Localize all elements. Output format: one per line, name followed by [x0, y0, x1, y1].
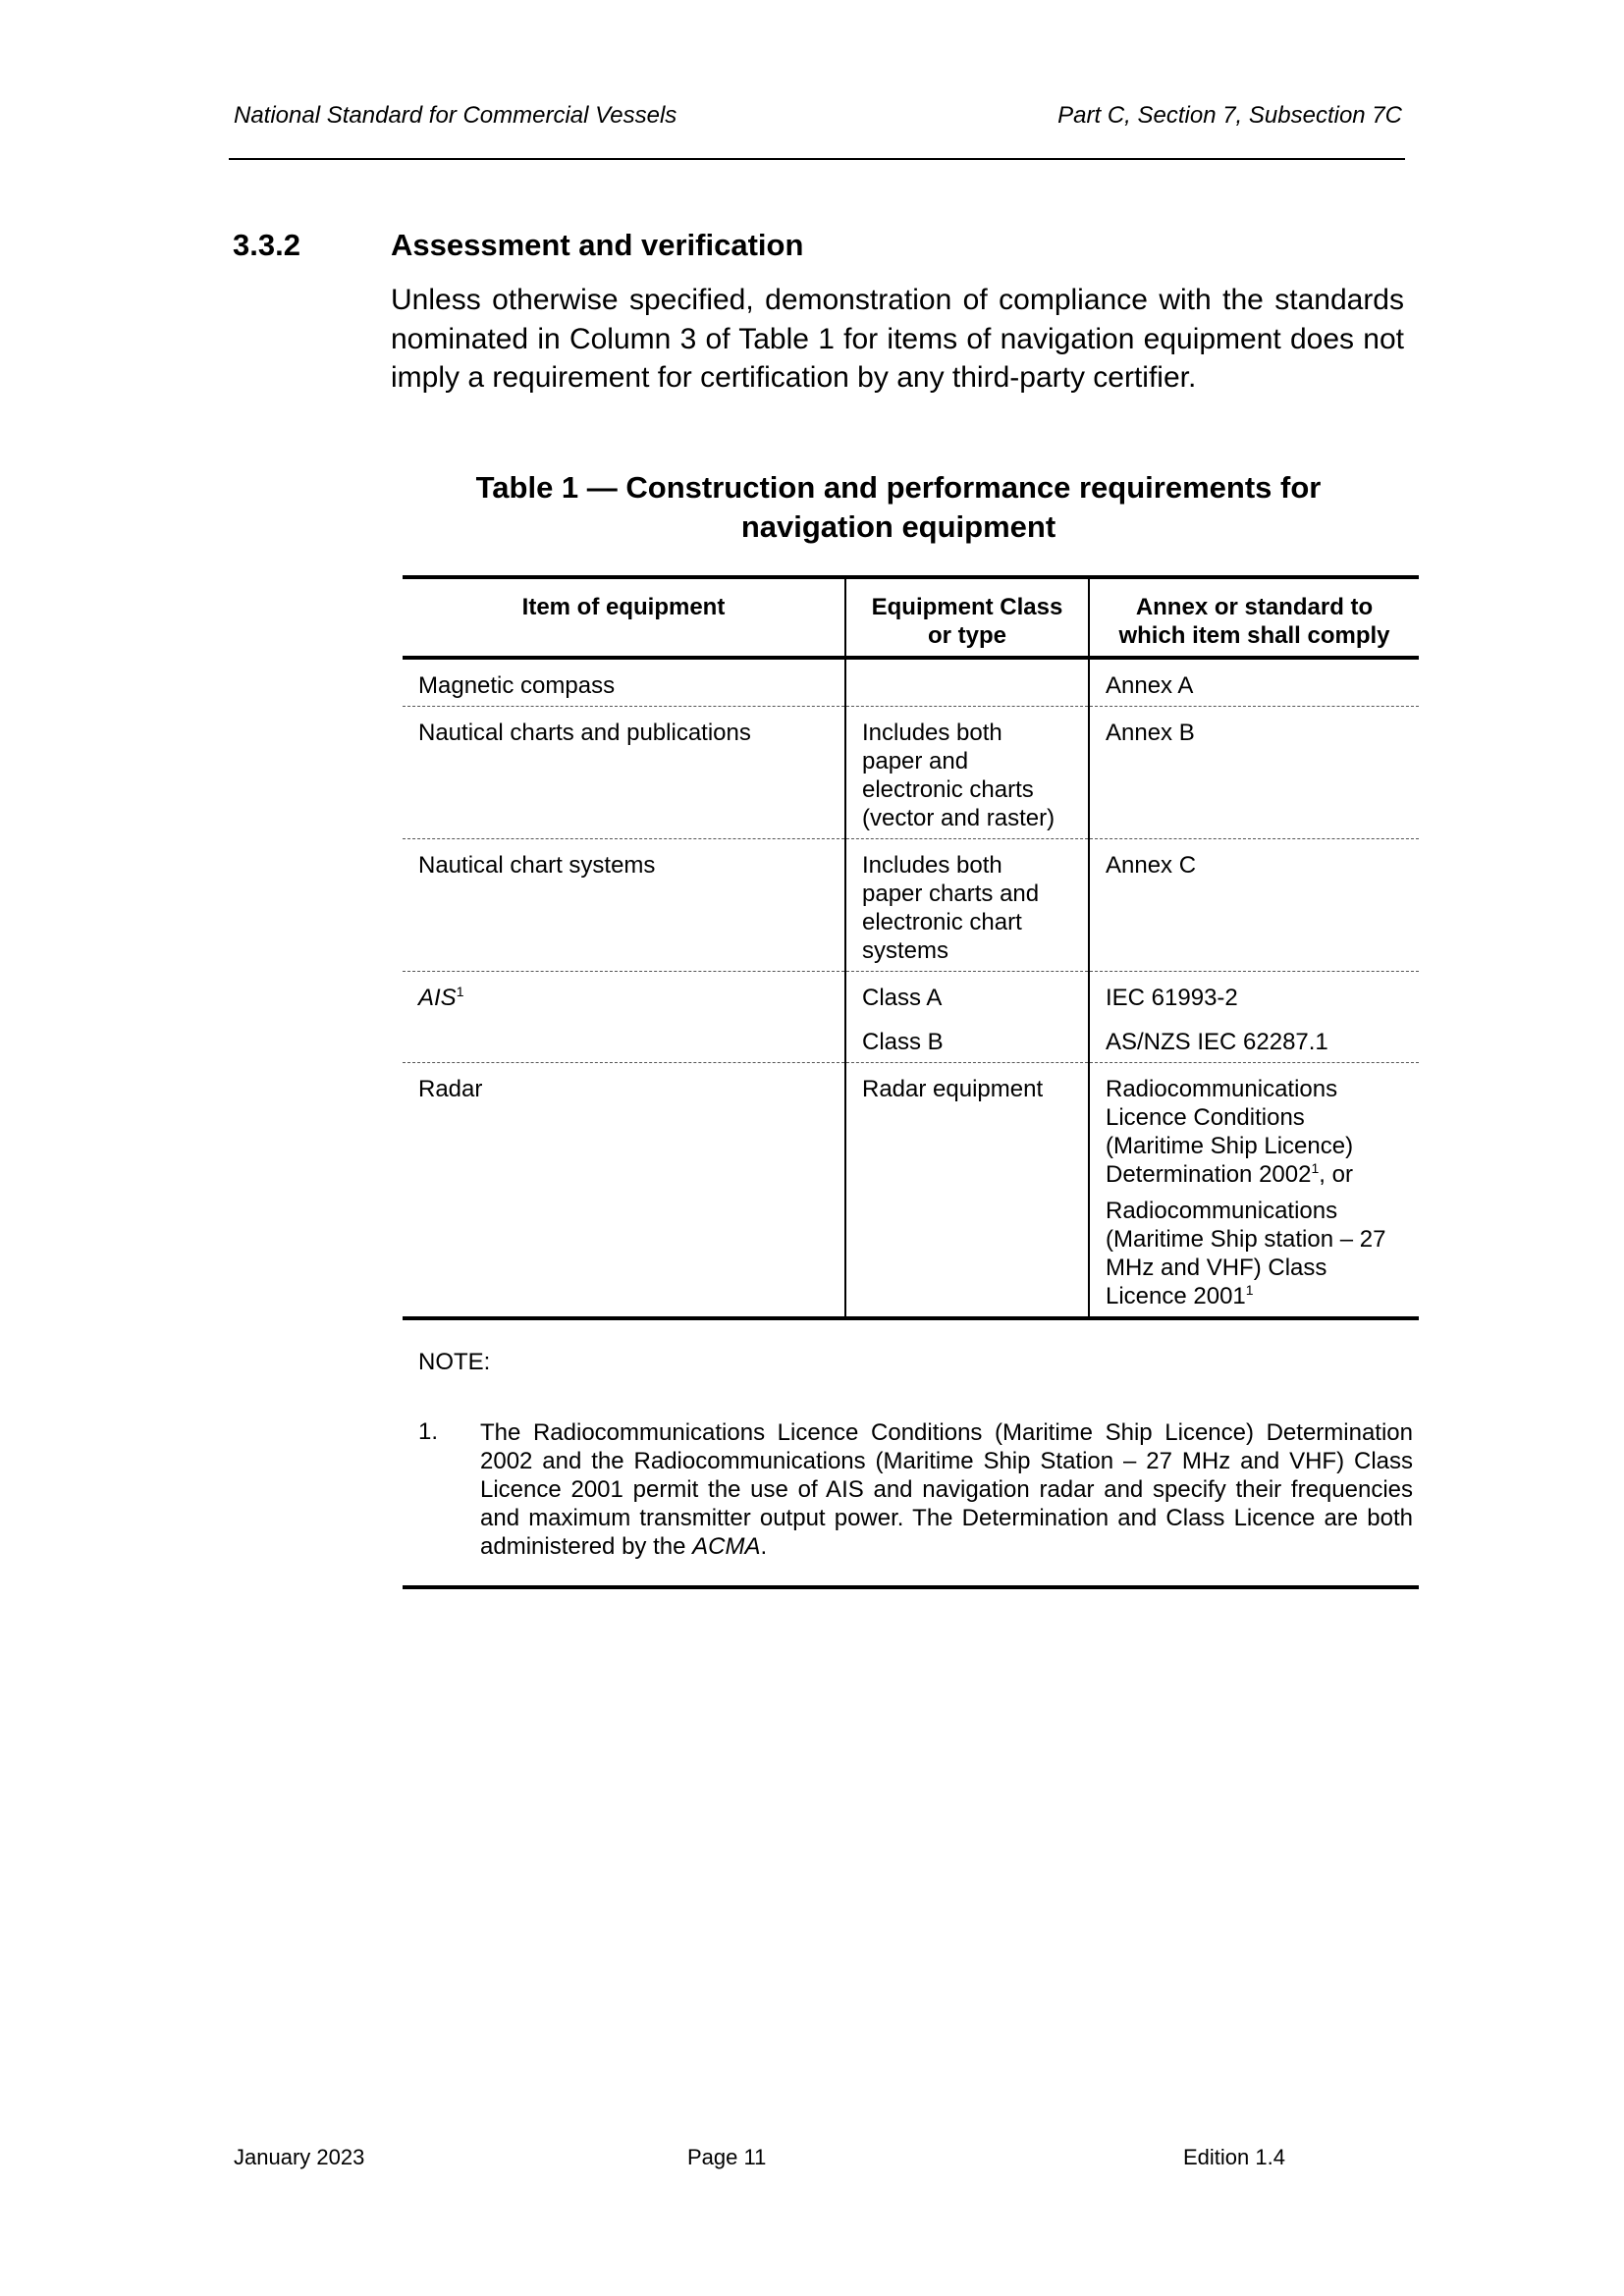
header-annex-line-2: which item shall comply	[1118, 622, 1390, 649]
table-caption-line-2: navigation equipment	[740, 509, 1056, 544]
cell-class-line: Includes both	[862, 720, 1002, 746]
cell-class-line: (vector and raster)	[862, 805, 1056, 831]
table-row	[403, 839, 1419, 972]
cell-annex-line: (Maritime Ship Licence)	[1106, 1133, 1354, 1159]
cell-class-line: paper and	[862, 748, 969, 774]
cell-annex-line: MHz and VHF) Class	[1106, 1255, 1327, 1281]
header-part-reference: Part C, Section 7, Subsection 7C	[1057, 102, 1402, 129]
cell-class	[845, 972, 1089, 1063]
header-document-title: National Standard for Commercial Vessels	[234, 102, 677, 129]
cell-item: Magnetic compass	[418, 672, 616, 699]
annex-determination-text: Determination 2002	[1106, 1161, 1312, 1188]
cell-class-line: Includes both	[862, 852, 1002, 879]
header-annex-standard	[1089, 577, 1419, 658]
cell-annex-b: AS/NZS IEC 62287.1	[1106, 1029, 1328, 1055]
footnote-ref: 1	[1311, 1160, 1320, 1176]
cell-item: Radar	[403, 1063, 845, 1319]
table-caption	[403, 468, 1394, 547]
cell-class: Radar equipment	[845, 1063, 1089, 1319]
header-annex-line-1: Annex or standard to	[1135, 594, 1374, 620]
table-row	[403, 707, 1419, 839]
table-row	[403, 1063, 1419, 1319]
cell-item: Nautical charts and publications	[403, 707, 845, 839]
cell-class-a: Class A	[862, 985, 943, 1011]
section-body: Unless otherwise specified, demonstration of compliance with the standards nominated in Column 3 of Table 1 for items of navigation equipment does not imply a requirement for certification by any third-party certifier.	[391, 284, 1404, 394]
cell-class	[845, 839, 1089, 972]
section-number: 3.3.2	[233, 228, 300, 262]
footer-date: January 2023	[234, 2145, 365, 2169]
cell-annex: Annex A	[1089, 658, 1419, 707]
table-header-row	[403, 577, 1419, 658]
note-text-end: .	[760, 1533, 768, 1560]
cell-annex	[1089, 972, 1419, 1063]
cell-annex: Annex C	[1089, 839, 1419, 972]
cell-class	[845, 707, 1089, 839]
header-equipment-class	[845, 577, 1089, 658]
footer-page-number: Page 11	[687, 2145, 767, 2169]
cell-annex	[1089, 1063, 1419, 1319]
requirements-table	[403, 575, 1419, 1320]
cell-item: Nautical chart systems	[403, 839, 845, 972]
note-text-main: The Radiocommunications Licence Conditions (Maritime Ship Licence) Determination 2002 and the Radiocommunications (Maritime Ship Station – 27 MHz and VHF) Class Licence 2001 permit the use of AIS and navigation radar and specify their frequencies and maximum transmitter output power. The Determination and Class Licence are both administered by the	[480, 1419, 1413, 1560]
note-label: NOTE:	[418, 1349, 491, 1375]
notes-divider	[403, 1585, 1419, 1589]
footnote-ref: 1	[1245, 1282, 1254, 1298]
header-item-of-equipment: Item of equipment	[521, 594, 726, 620]
footnote-ref: 1	[456, 984, 464, 999]
table-caption-line-1: Table 1 — Construction and performance requirements for	[475, 470, 1322, 505]
cell-class-line: electronic chart	[862, 909, 1022, 935]
cell-class-line: paper charts and	[862, 881, 1040, 907]
cell-class-line: electronic charts	[862, 776, 1034, 803]
annex-or-text: , or	[1319, 1161, 1353, 1188]
cell-annex: Annex B	[1089, 707, 1419, 839]
footer-edition: Edition 1.4	[1183, 2145, 1285, 2169]
cell-item	[403, 972, 845, 1063]
cell-annex-line: Radiocommunications	[1106, 1198, 1338, 1224]
annex-licence-text: Licence 2001	[1106, 1283, 1246, 1309]
header-class-line-1: Equipment Class	[871, 594, 1063, 620]
note-number: 1.	[418, 1418, 439, 1445]
ais-label: AIS	[418, 985, 457, 1011]
header-divider	[229, 158, 1405, 160]
cell-annex-line: Radiocommunications	[1106, 1076, 1338, 1102]
page-header	[231, 102, 1404, 132]
cell-class-line: systems	[862, 937, 949, 964]
cell-annex-line	[1106, 1282, 1403, 1310]
cell-class	[845, 658, 1089, 707]
cell-annex-line	[1106, 1160, 1403, 1189]
table-row	[403, 658, 1419, 707]
cell-annex-line: (Maritime Ship station – 27	[1106, 1226, 1386, 1253]
note-text	[480, 1418, 1413, 1561]
cell-annex-line: Licence Conditions	[1106, 1104, 1305, 1131]
cell-annex-a: IEC 61993-2	[1106, 985, 1238, 1011]
table-row	[403, 972, 1419, 1063]
note-acma: ACMA	[692, 1533, 761, 1560]
cell-class-b: Class B	[862, 1029, 944, 1055]
header-class-line-2: or type	[927, 622, 1006, 649]
section-title: Assessment and verification	[391, 228, 804, 262]
